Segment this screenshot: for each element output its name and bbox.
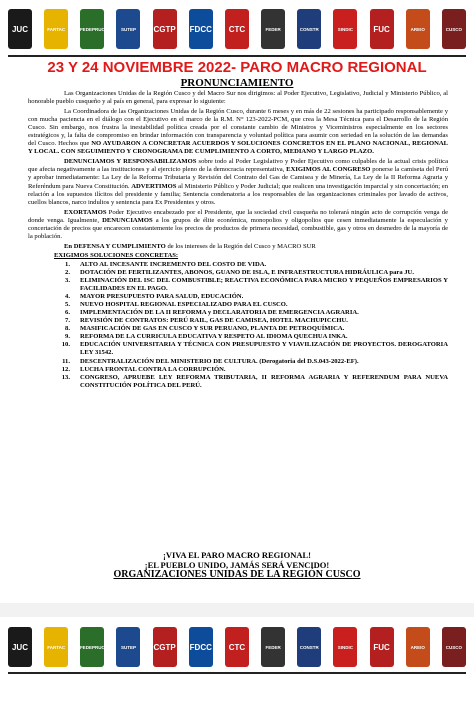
logo-text: CUSCO xyxy=(445,26,462,32)
demand-number: 1. xyxy=(65,260,70,268)
footer-rule xyxy=(8,672,466,674)
demand-number: 8. xyxy=(65,325,70,333)
organization-logo xyxy=(297,9,321,49)
demand-item xyxy=(28,277,448,293)
logo-text: CONSTR xyxy=(299,644,319,650)
logo-text: SUTEP xyxy=(120,26,136,32)
organization-logo xyxy=(370,9,394,49)
logo-text: SINDIC xyxy=(337,644,354,650)
logo-strip-bottom xyxy=(8,624,466,670)
logo-text: AREIO xyxy=(410,644,425,650)
paragraph-intro: Las Organizaciones Unidas de la Región Cusco y del Macro Sur nos dirigimos: al Poder Ejecutivo, Legislativo, Judicial y Ministerio Público, al honorable pueblo cusqueño y al país en general, para expresar lo siguiente: xyxy=(28,90,448,106)
demand-item xyxy=(28,269,448,277)
headline: 23 Y 24 NOVIEMBRE 2022- PARO MACRO REGIONAL xyxy=(47,59,427,76)
organization-logo xyxy=(261,9,285,49)
organization-logo xyxy=(80,627,104,667)
demand-text: REFORMA DE LA CURRICULA EDUCATIVA Y RESPETO AL IDIOMA QUECHUA INKA. xyxy=(80,333,348,341)
demand-number: 12. xyxy=(61,365,70,373)
demand-number: 6. xyxy=(65,309,70,317)
demand-number: 3. xyxy=(65,277,70,285)
demand-text: ELIMINACIÓN DEL ISC DEL COMBUSTIBLE; REACTIVA ECONÓMICA PARA MICRO Y PEQUEÑOS EMPRESARIOS Y FACILIDADES EN EL PAGO. xyxy=(80,277,448,293)
signature: ORGANIZACIONES UNIDAS DE LA REGIÓN CUSCO xyxy=(113,569,361,580)
demands-list xyxy=(28,261,448,390)
demand-number: 13. xyxy=(61,373,70,381)
logo-text: CTC xyxy=(228,642,246,652)
organization-logo xyxy=(333,9,357,49)
page-title: PRONUNCIAMIENTO xyxy=(180,77,294,89)
paragraph-context: La Coordinadora de las Organizaciones Unidas de la Región Cusco, durante 6 meses y en más de 22 sesiones ha participado responsablemente y con mucha paciencia en el diálogo con el Ejecutivo en el marco de la R.M. N° 123-2022-PCM, que crea la Mesa Técnica para el Desarrollo de la Región Cusco. Sin embargo, nos frustra la inestabilidad política creada por el constante cambio de Ministros y Viceministros especialmente en los sectores estratégicos y, la falta de compromiso en brindar información con transparencia y voluntad política para asumir con seriedad en la solución de las demandas del Cusco. Hechos que NO AYUDARON A CONCRETAR ACUERDOS Y SOLUCIONES CONCRETOS EN EL PLANO NACIONAL, REGIONAL Y LOCAL. CON SEGUIMIENTO Y CRONOGRAMA DE CUMPLIMIENTO A CORTO, MEDIANO Y LARGO PLAZO. xyxy=(28,108,448,156)
demand-text: IMPLEMENTACIÓN DE LA II REFORMA y DECLARATORIA DE EMERGENCIA AGRARIA. xyxy=(80,309,359,317)
logo-text: FUC xyxy=(373,24,390,34)
demand-number: 7. xyxy=(65,317,70,325)
body-text xyxy=(28,90,448,390)
demand-number: 2. xyxy=(65,268,70,276)
organization-logo xyxy=(442,9,466,49)
logo-text: FDCC xyxy=(189,24,212,34)
organization-logo xyxy=(297,627,321,667)
demand-item xyxy=(28,341,448,357)
paragraph-denounce: DENUNCIAMOS Y RESPONSABILIZAMOS sobre todo al Poder Legislativo y Poder Ejecutivo como culpables de la actual crisis política que afecta negativamente a las instituciones y al ejercicio pleno de la democracia representativa, EXIGIMOS AL CONGRESO ponerse la camiseta del Perú y aprobar inmediatamente: La Ley de la Reforma Tributaria y Revisión del Contrato del Gas de Camisea y de Minería, La Ley de la II Reforma Agraria y Referéndum para Nueva Constitución. ADVERTIMOS al Ministerio Público y Poder Judicial; que realicen una investigación imparcial y sin concertación; en relación a los supuestos ilícitos del presidente y familia; Sentencia condenatoria a los responsables de las organizaciones criminales por lavado de activos, cuellos blancos, narco indultos y sentencia para Ex Presidentes y otros. xyxy=(28,158,449,206)
organization-logo xyxy=(116,627,140,667)
demand-item xyxy=(28,358,448,366)
header-rule xyxy=(8,55,466,57)
organization-logo xyxy=(442,627,466,667)
demand-text: MAYOR PRESUPUESTO PARA SALUD, EDUCACIÓN. xyxy=(80,293,244,301)
demand-number: 9. xyxy=(65,333,70,341)
logo-strip-top xyxy=(8,6,466,52)
demand-text: REVISIÓN DE CONTRATOS: PERÚ RAIL, GAS DE CAMISEA, HOTEL MACHUPICCHU. xyxy=(80,317,348,325)
logo-text: CUSCO xyxy=(445,644,462,650)
logo-text: CGTP xyxy=(153,642,176,652)
logo-text: FARTAC xyxy=(47,26,66,32)
logo-text: FEDEPRUC xyxy=(80,26,105,32)
organization-logo xyxy=(370,627,394,667)
demand-text: LUCHA FRONTAL CONTRA LA CORRUPCIÓN. xyxy=(80,365,226,373)
logo-text: FEDEPRUC xyxy=(80,644,105,650)
logo-text: FDCC xyxy=(189,642,212,652)
demand-item xyxy=(28,366,448,374)
logo-text: CTC xyxy=(228,24,246,34)
demand-text: EDUCACIÓN UNIVERSITARIA Y TÉCNICA CON PRESUPUESTO Y VIAVILIZACIÓN DE PROYECTOS. DEROGATORIA LEY 31542. xyxy=(80,341,448,357)
logo-text: JUC xyxy=(11,24,28,34)
logo-text: FARTAC xyxy=(47,644,66,650)
organization-logo xyxy=(44,627,68,667)
page-gap xyxy=(0,603,474,617)
organization-logo xyxy=(406,9,430,49)
organization-logo xyxy=(333,627,357,667)
slogan-line-2: ¡EL PUEBLO UNIDO, JAMÁS SERÁ VENCIDO! xyxy=(144,560,330,570)
logo-text: CGTP xyxy=(153,24,176,34)
slogan-line-1: ¡VIVA EL PARO MACRO REGIONAL! xyxy=(163,550,311,560)
logo-text: CONSTR xyxy=(299,26,319,32)
demand-item xyxy=(28,293,448,301)
closing-block xyxy=(0,550,474,580)
demand-number: 5. xyxy=(65,301,70,309)
demand-item xyxy=(28,374,448,390)
organization-logo xyxy=(8,9,32,49)
demand-text: NUEVO HOSPITAL REGIONAL ESPECIALIZADO PARA EL CUSCO. xyxy=(80,301,288,309)
organization-logo xyxy=(189,627,213,667)
logo-text: FEDER xyxy=(265,26,281,32)
paragraph-defense: En DEFENSA Y CUMPLIMIENTO de los intereses de la Región del Cusco y MACRO SUR xyxy=(64,242,316,250)
organization-logo xyxy=(80,9,104,49)
demands-title: EXIGIMOS SOLUCIONES CONCRETAS: xyxy=(54,251,179,259)
logo-text: FUC xyxy=(373,642,390,652)
organization-logo xyxy=(406,627,430,667)
organization-logo xyxy=(225,627,249,667)
demand-text: CONGRESO, APRUEBE LEY REFORMA TRIBUTARIA, II REFORMA AGRARIA Y REFERENDUM PARA NUEVA CONSTITUCIÓN POLÍTICA DEL PERÚ. xyxy=(80,373,448,389)
demand-text: MASIFICACIÓN DE GAS EN CUSCO Y SUR PERUANO, PLANTA DE PETROQUÍMICA. xyxy=(80,325,345,333)
organization-logo xyxy=(189,9,213,49)
organization-logo xyxy=(153,9,177,49)
demand-number: 4. xyxy=(65,293,70,301)
organization-logo xyxy=(8,627,32,667)
logo-text: SUTEP xyxy=(120,644,136,650)
demand-text: ALTO AL INCESANTE INCREMENTO DEL COSTO DE VIDA. xyxy=(80,260,267,268)
demand-text: DOTACIÓN DE FERTILIZANTES, ABONOS, GUANO DE ISLA, E INFRAESTRUCTURA HIDRÁULICA para JU. xyxy=(80,268,414,276)
organization-logo xyxy=(225,9,249,49)
logo-text: JUC xyxy=(11,642,28,652)
organization-logo xyxy=(44,9,68,49)
demand-item xyxy=(28,261,448,269)
paragraph-exhort: EXORTAMOS Poder Ejecutivo encabezado por el Presidente, que la sociedad civil cusqueña no tolerará ningún acto de corrupción venga de donde venga. Igualmente, DENUNCIAMOS a los grupos de élite económica, monopolios y oligopolios que cesen inmediatamente la especulación y concertación de precios que encarecen constantemente los precios de productos de primera necesidad, combustible, gas y otros en desmedro de la mayoría de la población. xyxy=(28,208,448,240)
logo-text: FEDER xyxy=(265,644,281,650)
demand-item xyxy=(28,301,448,309)
demand-item xyxy=(28,325,448,333)
demand-number: 11. xyxy=(62,357,70,365)
organization-logo xyxy=(153,627,177,667)
demand-number: 10. xyxy=(61,341,70,349)
logo-text: SINDIC xyxy=(337,26,354,32)
organization-logo xyxy=(261,627,285,667)
demand-text: DESCENTRALIZACIÓN DEL MINISTERIO DE CULTURA. (Derogatoria del D.S.043-2022-EF). xyxy=(80,357,359,365)
logo-text: AREIO xyxy=(410,26,425,32)
organization-logo xyxy=(116,9,140,49)
